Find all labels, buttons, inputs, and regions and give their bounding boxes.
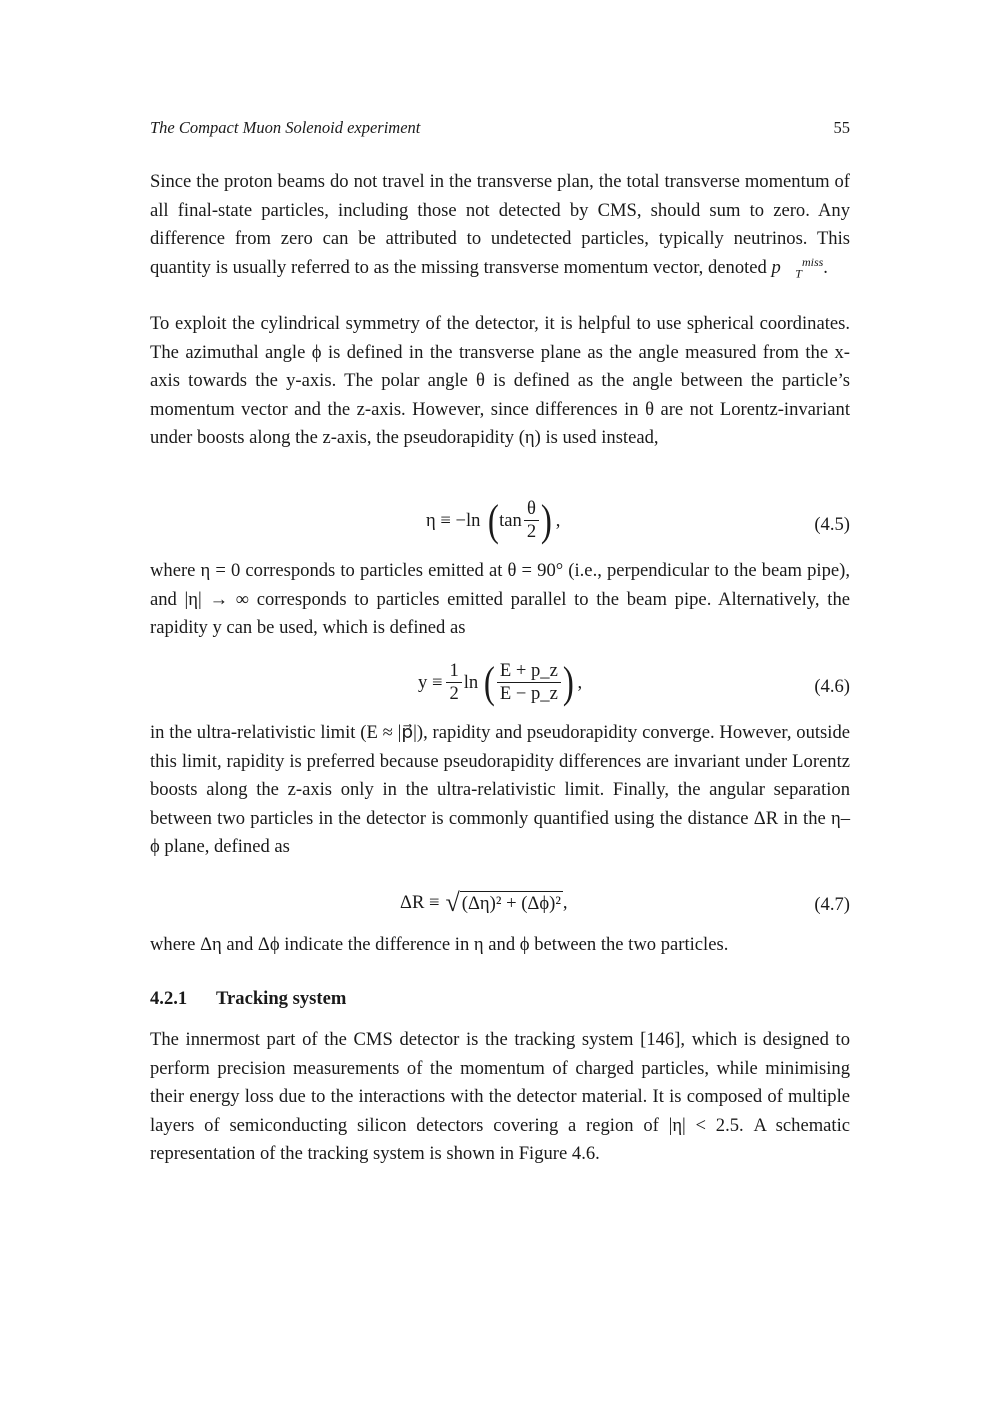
- right-paren: ): [540, 495, 552, 545]
- fraction-denominator: E − p_z: [499, 683, 558, 704]
- section-number: 4.2.1: [150, 988, 188, 1009]
- equation-4-6: [150, 657, 850, 716]
- equation-trail: ,: [555, 509, 561, 531]
- equation-lhs: η ≡ −ln: [426, 509, 481, 531]
- paragraph-delta-definition: where Δη and Δϕ indicate the difference in η and ϕ between the two particles.: [150, 934, 729, 955]
- equation-4-7: [150, 890, 850, 924]
- equation-body: [426, 495, 561, 545]
- equation-trail: ,: [577, 671, 583, 693]
- equation-lhs: y ≡: [418, 671, 443, 693]
- equation-lhs: ΔR ≡: [400, 892, 440, 913]
- fraction-numerator: θ: [524, 498, 539, 521]
- equation-number: (4.5): [814, 514, 850, 535]
- paragraph-missing-momentum: Since the proton beams do not travel in the transverse plan, the total transverse momentum of all final-state particles, including those not detected by CMS, should sum to zero. Any difference from zero can be attributed to undetected particles, typically neutrinos. This quantity is usually referred to as the missing transverse momentum vector, denoted $p⃗_T^{miss}$.: [150, 171, 850, 281]
- section-title: Tracking system: [216, 988, 347, 1009]
- running-title: The Compact Muon Solenoid experiment: [150, 118, 421, 137]
- left-paren: (: [488, 495, 500, 545]
- paragraph-eta-rapidity: where η = 0 corresponds to particles emitted at θ = 90° (i.e., perpendicular to the beam pipe), and |η| → ∞ corresponds to particles emitted parallel to the beam pipe. Alternatively, the rapidity y can be used, which is defined as: [150, 560, 850, 638]
- equation-number: (4.7): [814, 894, 850, 915]
- equation-body: [418, 657, 583, 707]
- equation-trail: ,: [562, 892, 568, 913]
- fraction: [497, 660, 561, 705]
- right-paren: ): [562, 657, 574, 707]
- equation-body: [400, 890, 568, 916]
- left-paren: (: [484, 657, 496, 707]
- radicand: (Δη)² + (Δϕ)²: [461, 893, 561, 914]
- equation-func: tan: [499, 509, 522, 531]
- coefficient-fraction: $\frac{1}{2}$: [446, 660, 461, 705]
- paragraph-coordinates: To exploit the cylindrical symmetry of the detector, it is helpful to use spherical coordinates. The azimuthal angle ϕ is defined in the transverse plane as the angle measured from the x-axis towards the y-axis. The polar angle θ is defined as the angle between the particle’s momentum vector and the z-axis. However, since differences in θ are not Lorentz-invariant under boosts along the z-axis, the pseudorapidity (η) is used instead,: [150, 313, 850, 448]
- fraction: [524, 498, 539, 543]
- equation-4-5: [150, 495, 850, 554]
- paragraph-ultra-relativistic: in the ultra-relativistic limit (E ≈ |p⃗|), rapidity and pseudorapidity converge. However, outside this limit, rapidity is preferred because pseudorapidity differences are invariant under Lorentz boosts along the z-axis only in the ultra-relativistic limit. Finally, the angular separation between two particles in the detector is commonly quantified using the distance ΔR in the η–ϕ plane, defined as: [150, 722, 850, 857]
- pt-miss-symbol: $p⃗_T^{miss}$: [771, 254, 824, 281]
- paragraph-text: Since the proton beams do not travel in the transverse plan, the total transverse momentum of all final-state particles, including those not detected by CMS, should sum to zero. Any difference from zero can be attributed to undetected particles, typically neutrinos. This quantity is usually referred to as the missing transverse momentum vector, denoted: [150, 171, 850, 278]
- page-number: 55: [833, 118, 850, 137]
- fraction-denominator: 2: [526, 521, 537, 542]
- equation-func: ln: [463, 671, 479, 693]
- paragraph-tracking-system: The innermost part of the CMS detector is the tracking system [146], which is designed to perform precision measurements of the momentum of charged particles, while minimising their energy loss due to the interactions with the detector material. It is composed of multiple layers of semiconducting silicon detectors covering a region of |η| < 2.5. A schematic representation of the tracking system is shown in Figure 4.6.: [150, 1029, 850, 1164]
- equation-number: (4.6): [814, 676, 850, 697]
- sqrt-symbol: √: [445, 888, 460, 917]
- fraction-numerator: E + p_z: [497, 660, 561, 683]
- running-header: [150, 118, 850, 140]
